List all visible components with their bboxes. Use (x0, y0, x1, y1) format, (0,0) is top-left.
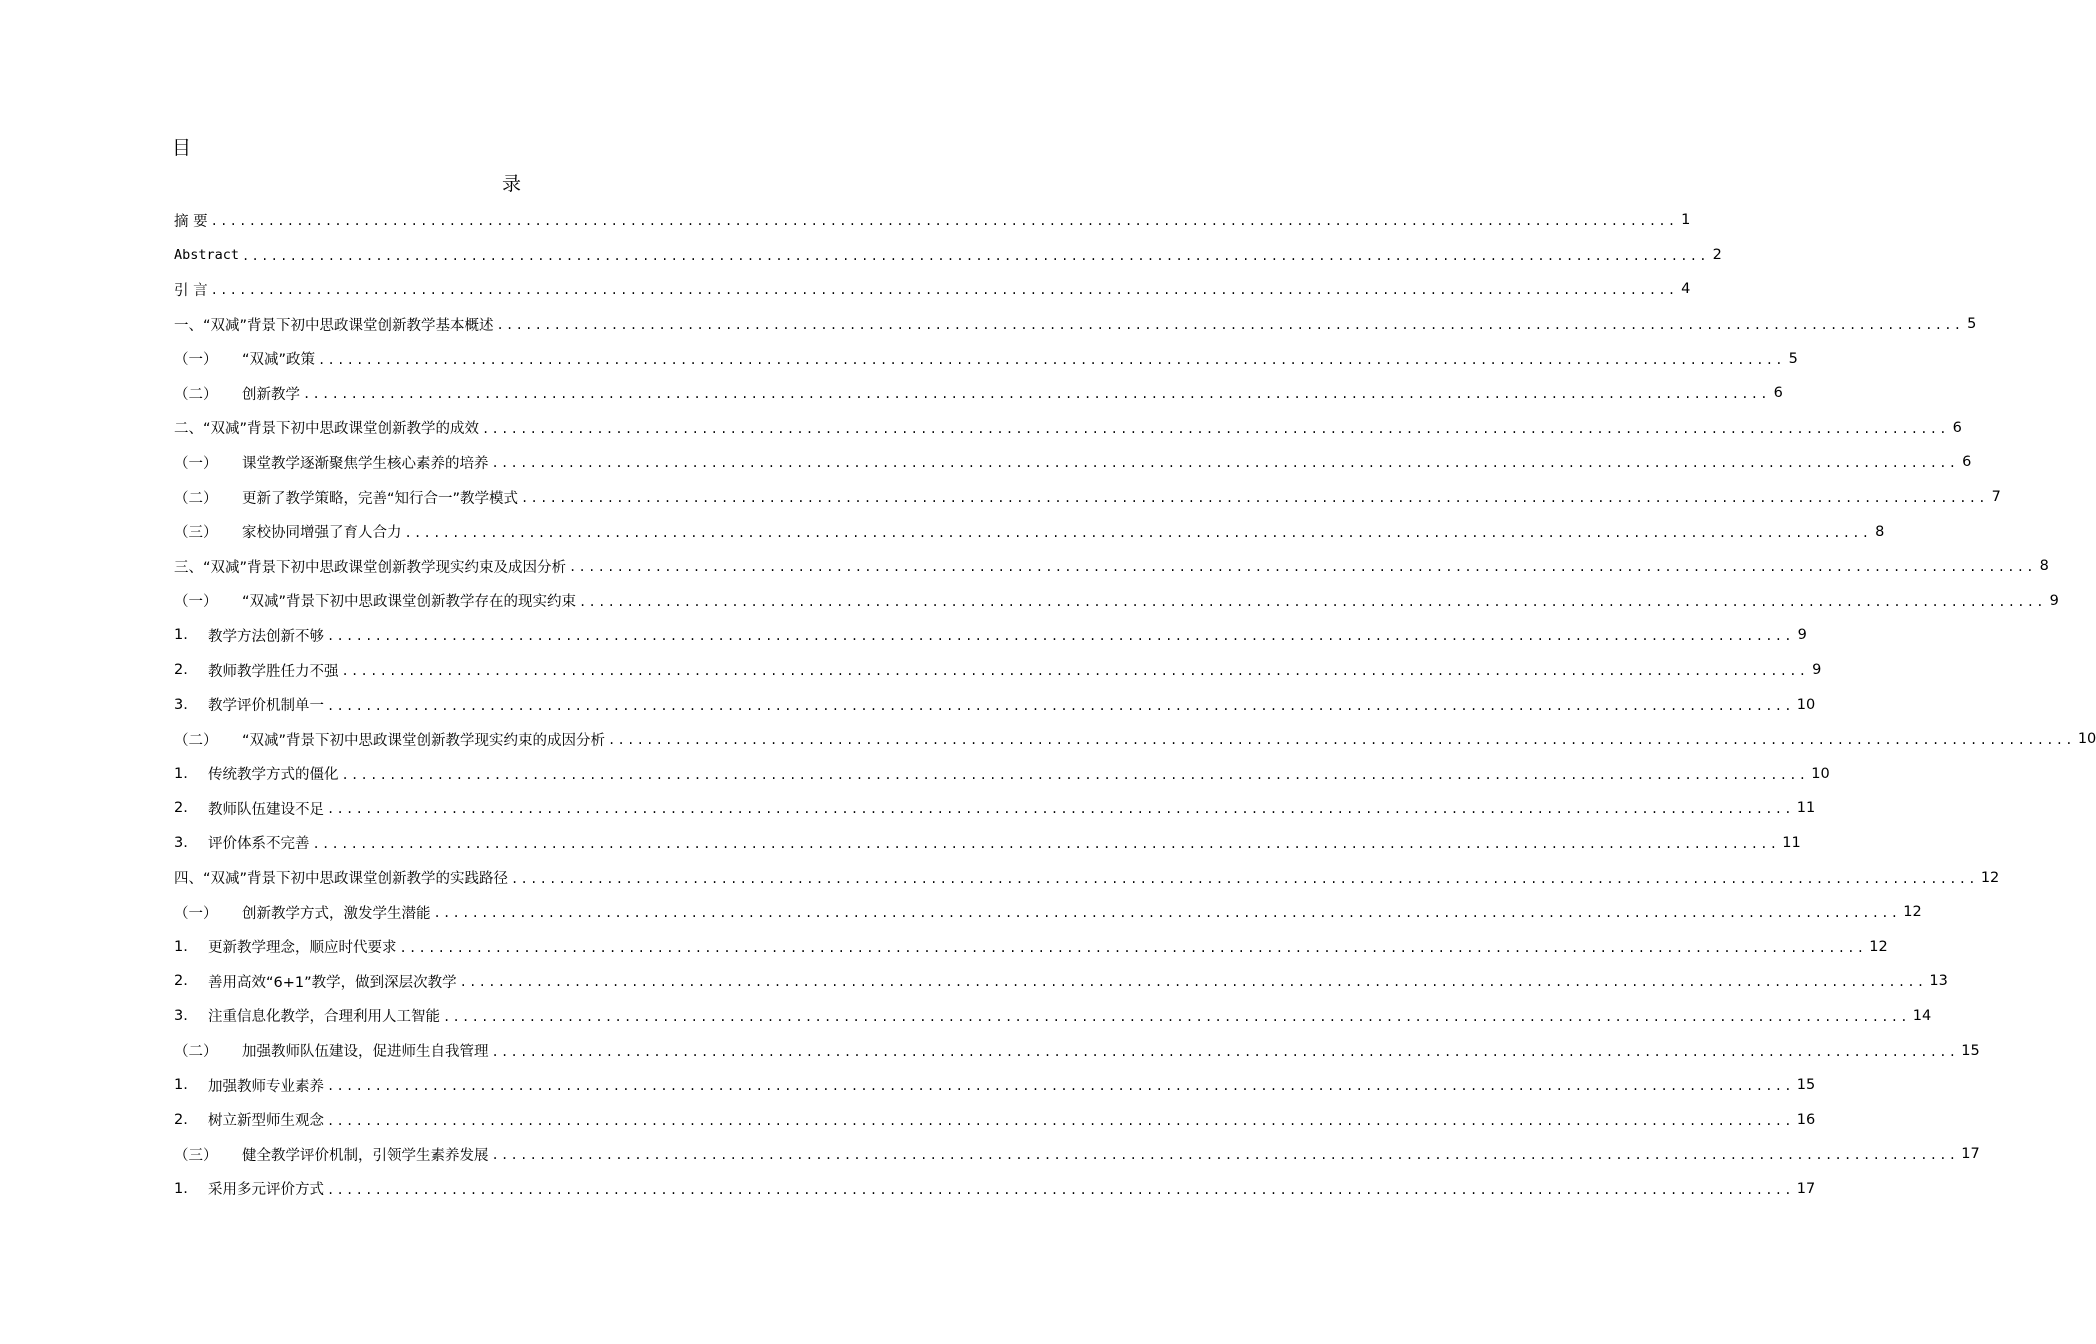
toc-dot-leader: .......................................................................................................................................................... (303, 387, 1770, 402)
toc-entry[interactable] (174, 999, 1932, 1034)
toc-entry-number: （一） (174, 352, 218, 369)
toc-entry-number: 1. (174, 627, 188, 644)
toc-dot-leader: .......................................................................................................................................................... (496, 318, 1964, 333)
toc-page-number: 13 (1929, 973, 1948, 990)
toc-entry-title: 评价体系不完善 (208, 836, 310, 853)
toc-entry-title: 采用多元评价方式 (208, 1182, 324, 1199)
toc-entry-title: 创新教学方式，激发学生潜能 (242, 905, 431, 922)
toc-entry-number: （二） (174, 1044, 218, 1061)
toc-entry-title: 更新了教学策略，完善“知行合一”教学模式 (242, 490, 519, 507)
toc-dot-leader: .......................................................................................................................................................... (242, 248, 1709, 263)
toc-entry-number: （三） (174, 1147, 218, 1164)
toc-entry-number: 3. (174, 834, 188, 851)
toc-entry-title: 加强教师专业素养 (208, 1078, 324, 1095)
toc-page-number: 5 (1967, 316, 1977, 333)
toc-dot-leader: .......................................................................................................................................................... (327, 1182, 1794, 1197)
toc-entry-title: 创新教学 (242, 386, 300, 403)
toc-page-number: 9 (2049, 592, 2059, 609)
toc-page-number: 15 (1796, 1077, 1816, 1094)
toc-page-number: 14 (1912, 1007, 1932, 1024)
toc-entry-number: （二） (174, 386, 218, 403)
toc-entry-title: 传统教学方式的僵化 (208, 767, 339, 784)
toc-entry[interactable] (174, 445, 1972, 480)
toc-entry-title: 三、“双减”背景下初中思政课堂创新教学现实约束及成因分析 (174, 559, 567, 576)
toc-dot-leader: .......................................................................................................................................................... (327, 1079, 1794, 1094)
toc-page-number: 10 (1811, 765, 1830, 782)
toc-page-number: 17 (1796, 1180, 1816, 1197)
toc-page-number: 12 (1869, 938, 1888, 955)
toc-dot-leader: .......................................................................................................................................................... (210, 283, 1678, 298)
toc-page-number: 9 (1812, 662, 1822, 679)
toc-entry[interactable] (174, 307, 1977, 342)
toc-page-number: 15 (1961, 1042, 1980, 1059)
toc-entry-number: 3. (174, 1007, 188, 1024)
toc-entry-title: Abstract (174, 246, 240, 263)
toc-entry-number: （一） (174, 905, 218, 922)
toc-page-number: 11 (1782, 834, 1801, 851)
toc-entry-title: 注重信息化教学，合理利用人工智能 (208, 1009, 440, 1026)
toc-dot-leader: .......................................................................................................................................................... (433, 906, 1901, 921)
toc-dot-leader: .......................................................................................................................................................... (569, 560, 2036, 575)
toc-entry-number: 3. (174, 696, 188, 713)
toc-entry-title: “双减”政策 (242, 352, 316, 369)
toc-entry-title: 教学方法创新不够 (208, 628, 324, 645)
toc-page-number: 8 (1875, 523, 1885, 540)
toc-entry[interactable] (174, 272, 1691, 307)
toc-page-number: 12 (1903, 904, 1922, 921)
toc-entry[interactable] (174, 653, 1822, 688)
toc-page-number: 4 (1681, 281, 1691, 298)
toc-entry-number: 2. (174, 662, 188, 679)
toc-entry[interactable] (174, 791, 1816, 826)
toc-dot-leader: .......................................................................................................................................................... (327, 1113, 1794, 1128)
toc-entry-title: 教师队伍建设不足 (208, 801, 324, 818)
toc-dot-leader: .......................................................................................................................................................... (210, 214, 1678, 229)
toc-page-number: 6 (1773, 385, 1783, 402)
toc-entry-number: 2. (174, 1111, 188, 1128)
toc-entry[interactable] (174, 929, 1888, 964)
toc-dot-leader: .......................................................................................................................................................... (327, 629, 1794, 644)
toc-entry[interactable] (174, 1068, 1816, 1103)
toc-entry-number: 1. (174, 1077, 188, 1094)
toc-dot-leader: .......................................................................................................................................................... (608, 733, 2075, 748)
toc-page-number: 7 (1991, 489, 2001, 506)
toc-entry[interactable] (174, 964, 1948, 999)
toc-dot-leader: .......................................................................................................................................................... (579, 594, 2046, 609)
toc-dot-leader: .......................................................................................................................................................... (399, 940, 1867, 955)
toc-entry[interactable] (174, 376, 1783, 411)
toc-entry-title: 教学评价机制单一 (208, 698, 324, 715)
toc-entry-number: （三） (174, 525, 218, 542)
toc-entry-number: 1. (174, 765, 188, 782)
toc-dot-leader: .......................................................................................................................................................... (459, 975, 1927, 990)
toc-entry-title: 摘 要 (174, 213, 208, 230)
toc-entry[interactable] (174, 238, 1722, 273)
toc-dot-leader: .......................................................................................................................................................... (443, 1009, 1910, 1024)
toc-entry-number: （一） (174, 594, 218, 611)
toc-page-number: 5 (1788, 350, 1798, 367)
toc-entry[interactable] (174, 687, 1816, 722)
toc-page-number: 12 (1980, 869, 2000, 886)
toc-page-number: 8 (2039, 558, 2049, 575)
toc-entry-title: “双减”背景下初中思政课堂创新教学现实约束的成因分析 (242, 732, 606, 749)
toc-entry-title: 树立新型师生观念 (208, 1113, 324, 1130)
toc-entry-title: “双减”背景下初中思政课堂创新教学存在的现实约束 (242, 594, 577, 611)
toc-entry[interactable] (174, 1033, 1980, 1068)
toc-entry[interactable] (174, 480, 2001, 515)
toc-entry-number: 1. (174, 938, 188, 955)
toc-entry-title: 加强教师队伍建设，促进师生自我管理 (242, 1044, 489, 1061)
toc-entry-number: （二） (174, 732, 218, 749)
toc-entry[interactable] (174, 1137, 1980, 1172)
toc-entry-title: 健全教学评价机制，引领学生素养发展 (242, 1147, 489, 1164)
table-of-contents (174, 203, 2096, 1206)
toc-page-number: 11 (1796, 800, 1816, 817)
toc-entry[interactable] (174, 341, 1798, 376)
toc-entry[interactable] (174, 618, 1807, 653)
toc-entry-title: 一、“双减”背景下初中思政课堂创新教学基本概述 (174, 317, 494, 334)
toc-entry-title: 二、“双减”背景下初中思政课堂创新教学的成效 (174, 421, 480, 438)
toc-entry[interactable] (174, 584, 2059, 619)
toc-entry[interactable] (174, 757, 1830, 792)
toc-entry[interactable] (174, 411, 1962, 446)
toc-entry-number: （二） (174, 490, 218, 507)
toc-entry-title: 善用高效“6+1”教学，做到深层次教学 (208, 974, 457, 991)
toc-entry[interactable] (174, 826, 1801, 861)
toc-page-number: 10 (1796, 696, 1816, 713)
toc-page-number: 9 (1797, 627, 1807, 644)
toc-entry-number: 1. (174, 1180, 188, 1197)
toc-entry-title: 教师教学胜任力不强 (208, 663, 339, 680)
toc-entry[interactable] (174, 549, 2049, 584)
toc-title-part1: 目 (172, 137, 192, 159)
toc-dot-leader: .......................................................................................................................................................... (327, 698, 1794, 713)
toc-entry[interactable] (174, 860, 2000, 895)
toc-entry-number: 2. (174, 973, 188, 990)
toc-dot-leader: .......................................................................................................................................................... (327, 802, 1794, 817)
toc-dot-leader: .......................................................................................................................................................... (482, 421, 1949, 436)
toc-entry-title: 家校协同增强了育人合力 (242, 525, 402, 542)
toc-dot-leader: .......................................................................................................................................................... (404, 525, 1872, 540)
toc-dot-leader: .......................................................................................................................................................... (491, 1044, 1959, 1059)
toc-dot-leader: .......................................................................................................................................................... (341, 664, 1809, 679)
toc-entry[interactable] (174, 1172, 1816, 1207)
toc-title-part2: 录 (502, 173, 522, 195)
toc-dot-leader: .......................................................................................................................................................... (312, 836, 1780, 851)
toc-page-number: 6 (1962, 454, 1972, 471)
toc-page-number: 17 (1961, 1146, 1980, 1163)
toc-entry-title: 更新教学理念，顺应时代要求 (208, 940, 397, 957)
toc-entry[interactable] (174, 514, 1885, 549)
toc-page-number: 10 (2077, 731, 2096, 748)
toc-dot-leader: .......................................................................................................................................................... (341, 767, 1809, 782)
toc-entry[interactable] (174, 895, 1922, 930)
toc-dot-leader: .......................................................................................................................................................... (511, 871, 1978, 886)
toc-dot-leader: .......................................................................................................................................................... (521, 491, 1988, 506)
toc-dot-leader: .......................................................................................................................................................... (318, 352, 1785, 367)
toc-page-number: 16 (1796, 1111, 1816, 1128)
toc-page-number: 2 (1712, 246, 1722, 263)
toc-entry-number: 2. (174, 800, 188, 817)
toc-entry-title: 四、“双减”背景下初中思政课堂创新教学的实践路径 (174, 871, 509, 888)
toc-entry-number: （一） (174, 455, 218, 472)
toc-entry[interactable] (174, 1102, 1816, 1137)
toc-entry[interactable] (174, 203, 1691, 238)
toc-entry[interactable] (174, 722, 2096, 757)
toc-dot-leader: .......................................................................................................................................................... (491, 1148, 1959, 1163)
toc-dot-leader: .......................................................................................................................................................... (491, 456, 1959, 471)
toc-entry-title: 课堂教学逐渐聚焦学生核心素养的培养 (242, 455, 489, 472)
toc-page-number: 1 (1681, 212, 1691, 229)
toc-entry-title: 引 言 (174, 282, 208, 299)
toc-page-number: 6 (1952, 419, 1962, 436)
